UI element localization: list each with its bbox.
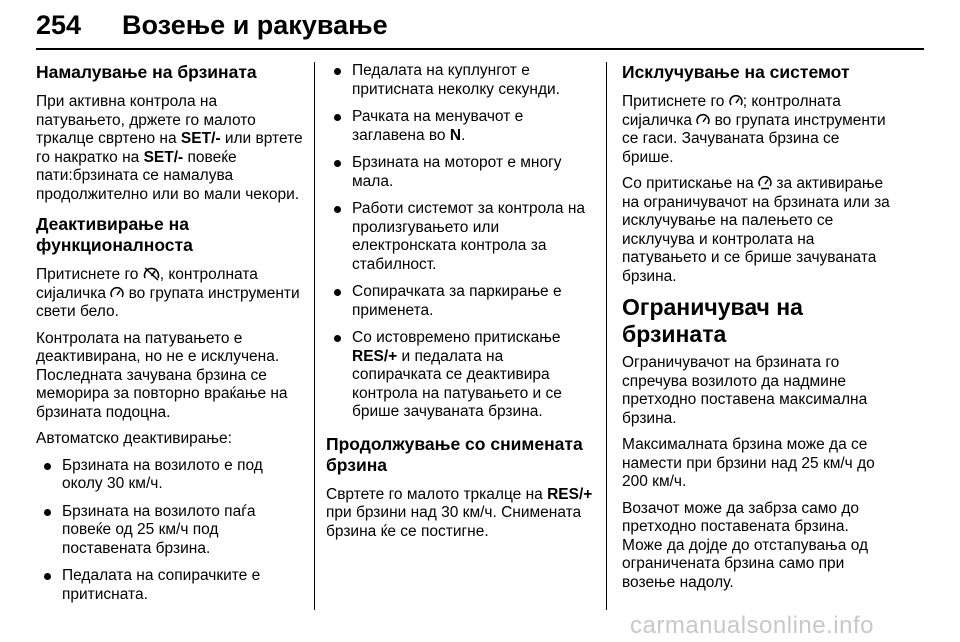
section-heading: Исклучување на системот bbox=[622, 62, 850, 82]
column-1 bbox=[36, 62, 304, 613]
page-number: 254 bbox=[36, 10, 82, 40]
paragraph: Автоматско деактивирање: bbox=[36, 430, 232, 447]
section-heading: Деактивирање на функционалноста bbox=[36, 214, 193, 255]
section-heading: Продолжување со снимената брзина bbox=[326, 433, 583, 475]
bullet-list bbox=[326, 62, 594, 422]
paragraph: Притиснете го , контролната сијаличка во групата инструменти свети бело. bbox=[36, 266, 300, 320]
column-2 bbox=[326, 62, 594, 549]
list-item: Педалата на куплунгот е притисната неколку секунди. bbox=[326, 62, 594, 99]
column-divider bbox=[606, 62, 607, 610]
paragraph: Контролата на патувањето е деактивирана, но не е исклучена. Последната зачувана брзина се меморира за повторно враќање на брзината подоцна. bbox=[36, 329, 288, 421]
bullet-list bbox=[36, 457, 304, 605]
list-item: Педалата на сопирачките е притисната. bbox=[36, 567, 304, 604]
list-item: Брзината на возилото паѓа повеќе од 25 км/ч под поставената брзина. bbox=[36, 503, 304, 559]
section-heading-large: Ограничувач на брзината bbox=[622, 294, 803, 347]
cruise-control-off-icon bbox=[143, 267, 160, 281]
chapter-title: Возење и ракување bbox=[122, 10, 388, 40]
section-heading: Намалување на брзината bbox=[36, 62, 257, 82]
paragraph: Свртете го малото тркалце на RES/+ при брзини над 30 км/ч. Снимената брзина ќе се постигне. bbox=[326, 485, 593, 540]
paragraph: Максималната брзина може да се намести при брзини над 25 км/ч до 200 км/ч. bbox=[622, 436, 875, 490]
list-item: Сопирачката за паркирање е применета. bbox=[326, 283, 594, 320]
list-item: Брзината на моторот е многу мала. bbox=[326, 154, 594, 191]
page-header bbox=[36, 6, 924, 50]
paragraph: При активна контрола на патувањето, држете го малото тркалце свртено на SET/- или вртете го накратко на SET/- повеќе пати:брзината се намалува продолжително или во мали чекори. bbox=[36, 93, 303, 203]
paragraph: Возачот може да забрза само до претходно поставената брзина. Може да дојде до отстапувања од ограничената брзина само при возење надолу. bbox=[622, 499, 869, 591]
paragraph: Ограничувачот на брзината го спречува возилото да надмине претходно поставена максимална брзина. bbox=[622, 354, 868, 427]
speed-limiter-icon bbox=[758, 175, 772, 190]
cruise-control-lamp-icon bbox=[110, 286, 124, 300]
watermark: carmanualsonline.info bbox=[630, 612, 874, 639]
paragraph: Притиснете го ; контролната сијаличка во групата инструменти се гаси. Зачуваната брзина се брише. bbox=[622, 93, 886, 166]
cruise-control-lamp-icon bbox=[729, 94, 743, 108]
column-3 bbox=[622, 62, 890, 600]
list-item: Работи системот за контрола на пролизгувањето или електронската контрола за стабилност. bbox=[326, 200, 594, 274]
list-item: Рачката на менувачот е заглавена во N. bbox=[326, 108, 594, 145]
paragraph: Со притискање на за активирање на ограничувачот на брзината или за исклучување на палењето се исклучува и контролата на патувањето и се брише зачуваната брзина. bbox=[622, 175, 890, 285]
cruise-control-lamp-icon bbox=[696, 113, 710, 127]
column-divider bbox=[314, 62, 315, 610]
list-item: Со истовремено притискање RES/+ и педалата на сопирачката се деактивира контрола на патувањето и се брише зачуваната брзина. bbox=[326, 329, 594, 422]
header-rule bbox=[36, 48, 924, 50]
list-item: Брзината на возилото е под околу 30 км/ч. bbox=[36, 457, 304, 494]
